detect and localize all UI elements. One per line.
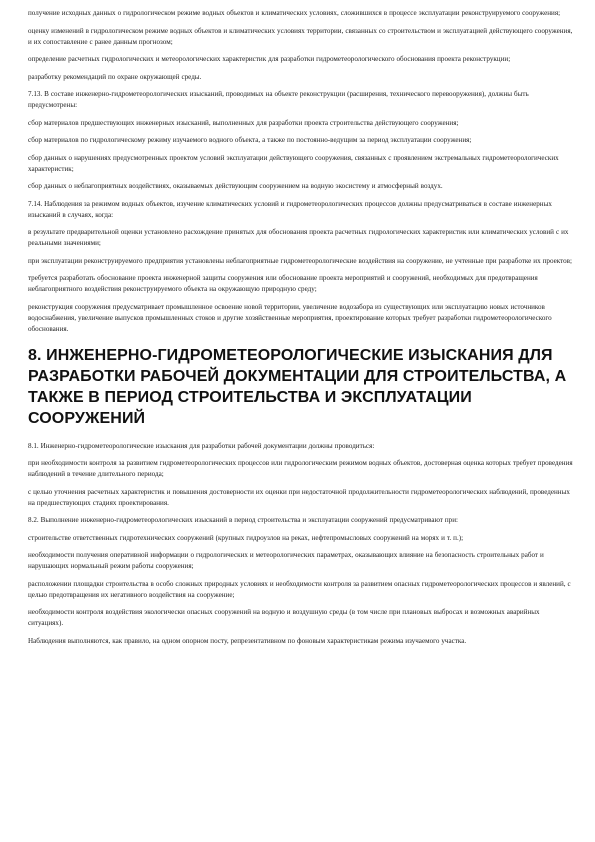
paragraph: необходимости контроля воздействия экологически опасных сооружений на водную и воздушную среды (в том числе при плановых выбросах и возможных аварийных ситуациях).	[28, 608, 540, 627]
clause-7-13: 7.13. В составе инженерно-гидрометеорологических изысканий, проводимых на объекте реконструкции (расширения, технического перевооружения), должны быть предусмотрены:	[28, 90, 529, 109]
paragraph: сбор данных о неблагоприятных воздействиях, оказываемых действующим сооружением на водную экосистему и атмосферный воздух.	[28, 182, 443, 190]
clause-8-1: 8.1. Инженерно-гидрометеорологические изыскания для разработки рабочей документации должны проводиться:	[28, 441, 375, 450]
section-7-continuation	[28, 8, 573, 335]
section-8	[28, 441, 573, 647]
paragraph: сбор данных о нарушениях предусмотренных проектом условий эксплуатации действующего сооружения, связанных с проявлением экстремальных гидрометеорологических характеристик;	[28, 153, 559, 173]
paragraph: в результате предварительной оценки установлено расхождение принятых для обоснования проекта расчетных гидрологических характеристик или климатических условий с их реальными значениями;	[28, 228, 569, 247]
paragraph: при необходимости контроля за развитием гидрометеорологических процессов или гидрологическим режимом водных объектов, достоверная оценка которых требует проведения наблюдений в течение длительного периода;	[28, 459, 573, 478]
paragraph: сбор материалов по гидрологическому режиму изучаемого водного объекта, а также по постоянно-ведущим за период эксплуатации сооружения;	[28, 136, 472, 144]
paragraph: сбор материалов предшествующих инженерных изысканий, выполненных для разработки проекта строительства действующего сооружения;	[28, 118, 459, 127]
paragraph: получение исходных данных о гидрологическом режиме водных объектов и климатических условиях, сложившихся в процессе эксплуатации реконструируемого сооружения;	[28, 9, 561, 17]
paragraph: расположении площадки строительства в особо сложных природных условиях и необходимости контроля за развитием опасных гидрометеорологических процессов и явлений, с целью предотвращения их негативного воздействия на сооружение;	[28, 579, 571, 599]
paragraph: определение расчетных гидрологических и метеорологических характеристик для разработки гидрометеорологического обоснования проекта реконструкции;	[28, 55, 511, 63]
paragraph: при эксплуатации реконструируемого предприятия установлены неблагоприятные гидрометеорологические воздействия на сооружение, не учтенные при разработке их проектов;	[28, 256, 572, 265]
paragraph: реконструкция сооружения предусматривает промышленное освоение новой территории, увеличение водозабора из существующих или эксплуатацию новых источников водоснабжения, увеличение выпусков промышленных стоков и другие хозяйственные мероприятия, проектирование которых требует разработки гидрометеорологического обоснования.	[28, 302, 552, 333]
paragraph: с целью уточнения расчетных характеристик и повышения достоверности их оценки при недостаточной продолжительности гидрометеорологических наблюдений, проведенных на предшествующих стадиях проектирования.	[28, 487, 570, 507]
paragraph: необходимости получения оперативной информации о гидрологических и метеорологических параметрах, оказывающих влияние на безопасность строительных работ и нарушающих нормальный режим работы сооружения;	[28, 551, 544, 570]
section-8-heading: 8. ИНЖЕНЕРНО-ГИДРОМЕТЕОРОЛОГИЧЕСКИЕ ИЗЫСКАНИЯ ДЛЯ РАЗРАБОТКИ РАБОЧЕЙ ДОКУМЕНТАЦИИ ДЛЯ СТРОИТЕЛЬСТВА, А ТАКЖЕ В ПЕРИОД СТРОИТЕЛЬСТВА И ЭКСПЛУАТАЦИИ СООРУЖЕНИЙ	[28, 346, 567, 427]
clause-8-2: 8.2. Выполнение инженерно-гидрометеорологических изысканий в период строительства и эксплуатации сооружений предусматривают при:	[28, 516, 458, 524]
paragraph: строительстве ответственных гидротехнических сооружений (крупных гидроузлов на реках, нефтепромысловых сооружений на морях и т. п.);	[28, 533, 464, 542]
clause-7-14: 7.14. Наблюдения за режимом водных объектов, изучение климатических условий и гидрометеорологических процессов должны предусматриваться в составе инженерных изысканий в случаях, когда:	[28, 199, 552, 219]
paragraph: оценку изменений в гидрологическом режиме водных объектов и климатических условиях территории, связанных со строительством и эксплуатацией действующего сооружения, и их сопоставление с ранее данным прогнозом;	[28, 26, 573, 46]
paragraph: разработку рекомендаций по охране окружающей среды.	[28, 72, 202, 81]
paragraph: требуется разработать обоснование проекта инженерной защиты сооружения или обоснование проекта мероприятий и сооружений, необходимых для предотвращения неблагоприятного воздействия реконструируемого объекта на окружающую природную среду;	[28, 274, 538, 293]
paragraph: Наблюдения выполняются, как правило, на одном опорном посту, репрезентативном по фоновым характеристикам режима изучаемого участка.	[28, 636, 467, 645]
